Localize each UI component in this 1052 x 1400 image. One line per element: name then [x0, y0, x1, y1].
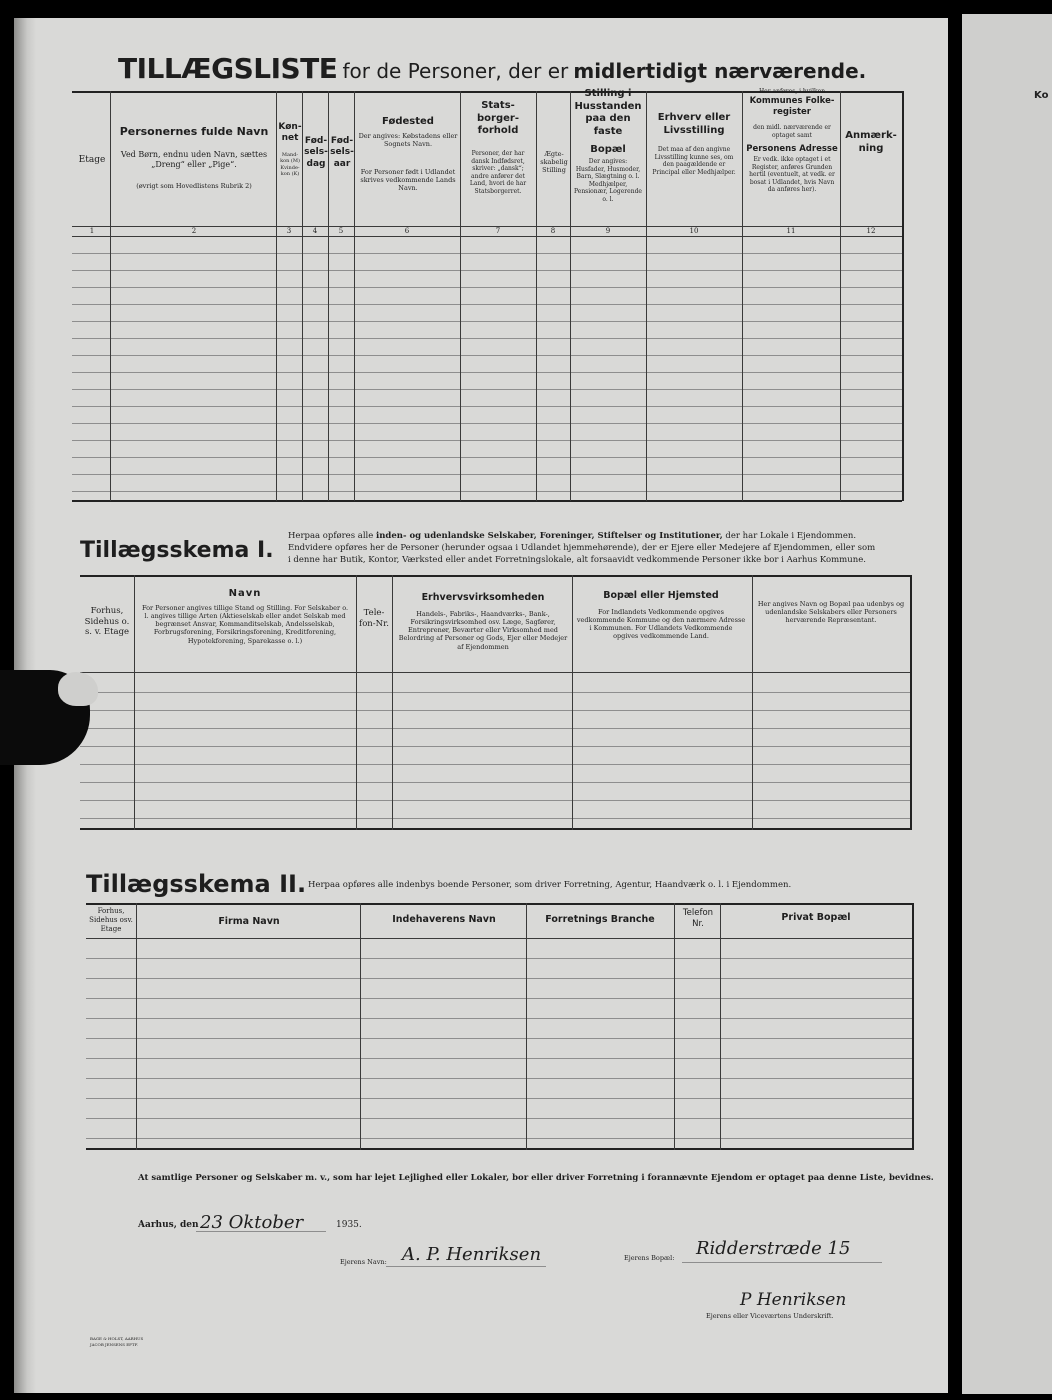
column-number-11: 11: [786, 227, 796, 235]
skema1-desc-line2: Endvidere opføres her de Personer (herunder ogsaa i Udlandet hjemmehørende), der er Ejere eller Medejere af Ejendommen, eller som: [288, 543, 876, 553]
main-column-line-6: [460, 91, 461, 501]
skema1-column-line-4: [572, 575, 573, 830]
header-statsborger: Stats-borger-forhold: [477, 100, 519, 136]
header-aegteskab: Ægte-skabelig Stilling: [540, 150, 568, 175]
footer-statement: At samtlige Personer og Selskaber m. v., som har lejet Lejlighed eller Lokaler, bor eller driver Forretning i forannævnte Ejendom er optaget paa denne Liste, bevidnes.: [138, 1173, 934, 1183]
skema2-top-border: [86, 903, 912, 905]
skema1-header-etage: Forhus, Sidehus o. s. v. Etage: [84, 606, 130, 638]
skema1-column-line-5: [752, 575, 753, 830]
skema1-header-erhverv-sub: Handels-, Fabriks-, Haandværks-, Bank-, Forsikringsvirksomhed osv. Læge, Sagfører, Entreprenør, Beværter eller Virksomhed med Belordring af Personer og Gods, Ejer eller Medejer af Ejendommen: [398, 610, 568, 651]
skema1-row-line-2: [80, 710, 910, 711]
skema2-column-line-1: [136, 903, 137, 1150]
main-row-line-6: [72, 338, 902, 339]
column-number-5: 5: [338, 227, 344, 235]
owner-name-underline: [386, 1266, 546, 1267]
header-stilling: Stilling i Husstanden paa den faste: [574, 88, 642, 137]
header-navn-sub: Ved Børn, endnu uden Navn, sættes „Dreng“ eller „Pige“.: [120, 150, 268, 169]
skema1-row-line-5: [80, 764, 910, 765]
skema2-column-line-3: [526, 903, 527, 1150]
skema1-header-navn-sub: For Personer angives tillige Stand og Stilling. For Selskaber o. l. angives tillige Arten (Aktieselskab eller andet Selskab med begrænset Ansvar, Kommanditselskab, Andelsselskab, Forbrugsforening, Forsikringsforening, Kreditforening, Hypotekforening, Sparekasse o. l.): [141, 604, 349, 645]
fingernail: [58, 672, 98, 706]
title-bold: midlertidigt nærværende.: [573, 59, 867, 83]
skema1-desc-b: inden- og udenlandske Selskaber, Foreninger, Stiftelser og Institutioner,: [376, 531, 723, 541]
skema2-row-line-3: [86, 998, 912, 999]
header-konnet: Køn-net: [278, 122, 302, 144]
main-title: [118, 52, 866, 85]
owner-name-label: Ejerens Navn:: [340, 1258, 387, 1266]
title-rest: for de Personer, der er: [342, 59, 569, 83]
header-fodested-sub2: For Personer født i Udlandet skrives vedkommende Lands Navn.: [360, 168, 456, 193]
column-number-7: 7: [495, 227, 501, 235]
skema1-header-bopael-sub: For Indlandets Vedkommende opgives vedkommende Kommune og den nærmere Adresse i Kommunen. For Udlandets Vedkommende opgives vedkommende Land.: [576, 608, 746, 641]
footer-year: 1935.: [336, 1220, 362, 1230]
skema1-row-line-3: [80, 728, 910, 729]
main-row-line-3: [72, 287, 902, 288]
handwritten-date: 23 Oktober: [200, 1212, 304, 1233]
main-column-line-1: [110, 91, 111, 501]
header-statsborger-sub: Personer, der har dansk Indfødsret, skriver: „dansk“; andre anfører det Land, hvori de har Statsborgerret.: [469, 150, 527, 195]
skema1-column-line-3: [392, 575, 393, 830]
column-number-2: 2: [191, 227, 197, 235]
header-kommune-sub: den midl. nærværende er optaget samt: [753, 124, 831, 139]
header-fodselsaar: Fød-sels-aar: [330, 136, 354, 169]
main-row-line-1: [72, 253, 902, 254]
main-table-bottom-border: [72, 500, 902, 502]
main-row-line-8: [72, 372, 902, 373]
column-number-4: 4: [312, 227, 318, 235]
skema2-column-line-4: [674, 903, 675, 1150]
header-konnet-sub: Mand-kon (M) Kvinde-kon (K): [280, 152, 300, 177]
skema2-row-line-7: [86, 1078, 912, 1079]
main-row-line-11: [72, 423, 902, 424]
main-row-line-15: [72, 491, 902, 492]
skema1-header-repraesentant: Her angives Navn og Bopæl paa udenbys og udenlandske Selskabers eller Personers herværende Repræsentant.: [757, 600, 905, 625]
skema1-column-line-2: [356, 575, 357, 830]
header-anmaerkning: Anmærk-ning: [845, 130, 897, 154]
skema1-header-bopael: Bopæl eller Hjemsted: [603, 590, 719, 601]
footer-place: Aarhus, den: [138, 1220, 199, 1230]
handwritten-owner-name: A. P. Henriksen: [402, 1244, 542, 1265]
column-number-12: 12: [866, 227, 876, 235]
skema2-row-line-8: [86, 1098, 912, 1099]
header-erhverv-sub: Det maa af den angivne Livsstilling kunne ses, om den paagældende er Principal eller Medhjælper.: [652, 146, 736, 176]
skema2-row-line-1: [86, 958, 912, 959]
skema2-header-privat-bopael: Privat Bopæl: [781, 912, 851, 923]
column-number-10: 10: [689, 227, 699, 235]
column-number-3: 3: [286, 227, 292, 235]
main-column-line-4: [328, 91, 329, 501]
skema2-right-border-1: [912, 903, 914, 1150]
skema1-header-navn: Navn: [228, 588, 262, 599]
main-column-line-8: [570, 91, 571, 501]
header-fodselsdag: Fød-sels-dag: [304, 136, 328, 169]
main-row-line-10: [72, 406, 902, 407]
skema1-top-border: [80, 575, 910, 577]
signature-label: Ejerens eller Viceværtens Underskrift.: [706, 1312, 834, 1320]
printer-imprint: BAGE & HOLST, AARHUS JACOB JENSENS EFTF.: [90, 1336, 144, 1347]
skema2-header-etage: Forhus, Sidehus osv. Etage: [89, 907, 133, 933]
header-kommune: Kommunes Folke-register: [749, 96, 835, 117]
skema1-desc-line3: i denne har Butik, Kontor, Værksted eller andet Forretningslokale, alt forsaavidt vedkommende Personer ikke bor i Aarhus Kommune.: [288, 555, 866, 565]
adjacent-page: [962, 14, 1052, 1394]
main-row-line-5: [72, 321, 902, 322]
skema2-row-line-5: [86, 1038, 912, 1039]
main-row-line-13: [72, 457, 902, 458]
form-page: [14, 18, 948, 1393]
adjacent-page-text: Ko: [1034, 90, 1049, 101]
skema1-row-line-4: [80, 746, 910, 747]
skema1-desc-a: Herpaa opføres alle: [288, 531, 374, 541]
skema2-header-bottom: [86, 938, 912, 939]
skema2-row-line-10: [86, 1138, 912, 1139]
skema2-column-line-5: [720, 903, 721, 1150]
main-row-line-14: [72, 474, 902, 475]
owner-address-label: Ejerens Bopæl:: [624, 1254, 675, 1262]
skema1-header-bottom: [80, 672, 910, 673]
column-number-9: 9: [605, 227, 611, 235]
main-column-line-7: [536, 91, 537, 501]
title-main: TILLÆGSLISTE: [118, 52, 338, 85]
skema1-row-line-7: [80, 800, 910, 801]
skema1-row-line-6: [80, 782, 910, 783]
handwritten-signature: P Henriksen: [740, 1290, 847, 1310]
main-column-line-3: [302, 91, 303, 501]
skema2-row-line-6: [86, 1058, 912, 1059]
main-column-line-10: [742, 91, 743, 501]
skema2-header-telefon: Telefon Nr.: [682, 908, 714, 929]
header-personens-adresse: Personens Adresse: [746, 144, 838, 154]
header-navn-sub2: (øvrigt som Hovedlistens Rubrik 2): [136, 182, 252, 190]
skema1-description: [288, 530, 908, 566]
column-number-1: 1: [89, 227, 95, 235]
main-column-line-11: [840, 91, 841, 501]
main-header-number-line: [72, 236, 902, 237]
skema1-column-line-1: [134, 575, 135, 830]
header-stilling-bopael: Bopæl: [590, 144, 626, 155]
header-fodested: Fødested: [382, 116, 434, 127]
main-column-line-9: [646, 91, 647, 501]
owner-address-underline: [682, 1262, 882, 1263]
skema1-bottom-border: [80, 828, 910, 830]
skema2-description: Herpaa opføres alle indenbys boende Personer, som driver Forretning, Agentur, Haandværk o. l. i Ejendommen.: [308, 880, 792, 890]
skema2-row-line-9: [86, 1118, 912, 1119]
main-column-line-5: [354, 91, 355, 501]
header-kommune-sub2: Er vedk. ikke optaget i et Register, anføres Grunden hertil (eventuelt, at vedk. er bosat i Udlandet, hvis Navn da anføres her).: [749, 156, 835, 193]
skema1-title: Tillægsskema I.: [80, 538, 274, 563]
main-row-line-4: [72, 304, 902, 305]
skema1-header-erhverv: Erhvervsvirksomheden: [421, 592, 545, 603]
skema2-header-indehaver: Indehaverens Navn: [392, 914, 496, 925]
header-navn: Personernes fulde Navn: [119, 125, 269, 138]
skema1-desc-c: der har Lokale i Ejendommen.: [725, 531, 857, 541]
header-erhverv: Erhverv eller Livsstilling: [657, 112, 731, 136]
skema2-row-line-2: [86, 978, 912, 979]
date-underline: [196, 1231, 326, 1232]
skema2-row-line-4: [86, 1018, 912, 1019]
main-column-line-2: [276, 91, 277, 501]
skema2-column-line-2: [360, 903, 361, 1150]
column-number-8: 8: [550, 227, 556, 235]
skema1-row-line-1: [80, 692, 910, 693]
handwritten-owner-address: Ridderstræde 15: [696, 1238, 851, 1259]
header-kommune-top: Her anføres, i hvilken: [758, 88, 826, 95]
header-etage: Etage: [78, 155, 106, 165]
main-right-border-1: [902, 91, 904, 501]
skema1-row-line-8: [80, 818, 910, 819]
skema1-header-telefon: Tele-fon-Nr.: [359, 608, 389, 629]
skema1-right-border-1: [910, 575, 912, 830]
column-number-6: 6: [404, 227, 410, 235]
main-row-line-7: [72, 355, 902, 356]
header-stilling-sub: Der angives: Husfader, Husmoder, Barn, Slægtning o. l. Medhjælper, Pensionær, Logerende o. l.: [574, 158, 642, 203]
header-fodested-sub: Der angives: Købstadens eller Sognets Navn.: [358, 132, 458, 149]
main-row-line-9: [72, 389, 902, 390]
main-row-line-12: [72, 440, 902, 441]
skema2-bottom-border: [86, 1148, 912, 1150]
main-row-line-2: [72, 270, 902, 271]
skema2-header-firma: Firma Navn: [218, 916, 280, 927]
skema2-header-branche: Forretnings Branche: [545, 914, 655, 925]
skema2-title: Tillægsskema II.: [86, 870, 307, 898]
